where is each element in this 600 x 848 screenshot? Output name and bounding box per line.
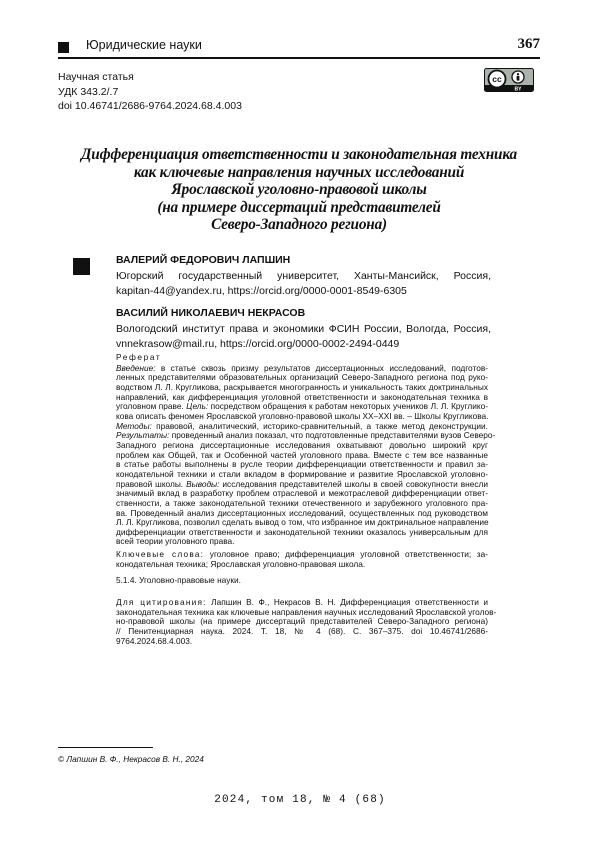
author-contacts: kapitan-44@yandex.ru, https://orcid.org/0000-0001-8549-6305: [116, 284, 407, 297]
abstract-text: ственности, а также законодательной техники отечественного и зарубежного уголовного пра-: [116, 497, 488, 508]
abstract-text: водством Л. Л. Кругликова, раскрывается многогранность и уникальность таких доктринальных: [116, 381, 488, 392]
specialty-code: 5.1.4. Уголовно-правовые науки.: [116, 575, 241, 586]
abstract: [116, 352, 497, 646]
title-line: (на примере диссертаций представителей: [157, 198, 441, 216]
abstract-text: направлений, как дифференциация уголовной ответственности и законодательная техника в: [116, 391, 488, 402]
keywords-text: конодательная техника; Ярославская уголовно-правовая школа.: [116, 558, 366, 569]
doi: doi 10.46741/2686-9764.2024.68.4.003: [58, 100, 242, 112]
udk-code: УДК 343.2/.7: [58, 85, 119, 98]
section-marker: [58, 42, 69, 53]
section-title: Юридические науки: [86, 38, 202, 52]
svg-text:cc: cc: [492, 74, 502, 84]
citation-text: 9764.2024.68.4.003.: [116, 635, 193, 646]
keywords-label: Ключевые слова:: [116, 549, 205, 560]
abstract-label: Методы:: [116, 420, 152, 431]
abstract-text: Л. Л. Кругликова, позволил сделать вывод о том, что избранное им доктринальное направление: [116, 517, 489, 528]
citation-text: // Пенитенциарная наука. 2024. Т. 18, № 4 (68). С. 367–375. doi 10.46741/2686-: [116, 626, 488, 637]
header-divider: [58, 57, 540, 59]
title-line: как ключевые направления научных исследований: [133, 163, 465, 181]
copyright-notice: © Лапшин В. Ф., Некрасов В. Н., 2024: [58, 754, 204, 764]
abstract-label: Цель:: [186, 401, 209, 412]
authors-marker: [73, 258, 90, 275]
footnote-divider: [58, 747, 153, 748]
abstract-label: Выводы:: [186, 478, 220, 489]
author-affiliation: Югорский государственный университет, Ханты-Мансийск, Россия,: [116, 270, 491, 283]
citation-label: Для цитирования:: [116, 597, 207, 608]
title-line: Дифференциация ответственности и законодательная техника: [81, 146, 517, 163]
abstract-text: посредством обращения к работам некоторых учеников Л. Л. Круглико-: [208, 401, 488, 412]
abstract-text: ленных представителями образовательных организаций Северо-Западного региона под руко-: [116, 372, 488, 383]
page-number: 367: [517, 36, 540, 52]
abstract-heading: Реферат: [116, 352, 162, 362]
article-type: Научная статья: [58, 71, 134, 83]
citation-text: законодательная техника как ключевые направления научных исследований Ярославской уголов-: [116, 606, 497, 617]
abstract-text: конодательной техники и стали вкладом в формирование и развитие Ярославской уголовно-: [116, 468, 488, 479]
author-affiliation: Вологодский институт права и экономики ФСИН России, Вологда, Россия,: [116, 323, 491, 336]
abstract-text: ва. Проведенный анализ диссертационных исследований, осуществленных под руководством: [116, 507, 488, 518]
abstract-text: кова описать феномен Ярославской уголовно-правовой школы XX–XXI вв. – Школы Кругликова.: [116, 410, 489, 421]
abstract-text: проведенный анализ показал, что подготовленные представителями вузов Северо-: [169, 430, 496, 441]
citation-text: но-правовой школы (на примере диссертаций представителей Северо-Западного региона): [116, 616, 488, 627]
title-line: Ярославской уголовно-правовой школы: [171, 181, 427, 199]
article-meta: [58, 70, 242, 114]
author-name: ВАСИЛИЙ НИКОЛАЕВИЧ НЕКРАСОВ: [116, 307, 306, 319]
abstract-text: правовой, аналитический, историко-сравнительный, а также метод деконструкции.: [151, 420, 488, 431]
title-line: Северо-Западного региона): [211, 216, 387, 234]
abstract-label: Введение:: [116, 362, 156, 373]
abstract-text: дифференциации ответственности и законодательной техники оказалось универсальным для: [116, 526, 488, 537]
issue-info: 2024, том 18, № 4 (68): [214, 794, 386, 806]
abstract-text: проблем как Общей, так и Особенной частей уголовного права. Вместе с тем все названные: [116, 449, 488, 460]
abstract-text: правовой школы.: [116, 478, 187, 489]
abstract-text: значимый вклад в разработку проблем отраслевой и межотраслевой дифференциации ответ-: [116, 488, 488, 499]
article-title: [58, 146, 540, 234]
abstract-text: всей теории уголовного права.: [116, 536, 235, 547]
abstract-text: исследования представителей школы в своей совокупности внесли: [219, 478, 489, 489]
abstract-label: Результаты:: [116, 430, 170, 441]
license-text: BY: [514, 86, 522, 92]
abstract-text: Западного региона диссертационные исследования охватывают довольно широкий круг: [116, 439, 488, 450]
author-contacts: vnnekrasow@mail.ru, https://orcid.org/0000-0002-2494-0449: [116, 337, 400, 350]
author-block: [116, 306, 491, 351]
abstract-text: в статье работы выполнены в русле теории дифференциации ответственности и правил за-: [116, 459, 488, 470]
abstract-text: уголовном праве.: [116, 401, 187, 412]
author-name: ВАЛЕРИЙ ФЕДОРОВИЧ ЛАПШИН: [116, 254, 291, 266]
cc-by-icon: [484, 68, 534, 92]
keywords-text: уголовное право; дифференциация уголовной ответственности; за-: [204, 549, 488, 560]
abstract-text: в статье сквозь призму результатов диссертационных исследований, подготов-: [155, 362, 488, 373]
author-block: [116, 253, 491, 298]
citation-text: Лапшин В. Ф., Некрасов В. Н. Дифференциация ответственности и: [206, 597, 488, 608]
